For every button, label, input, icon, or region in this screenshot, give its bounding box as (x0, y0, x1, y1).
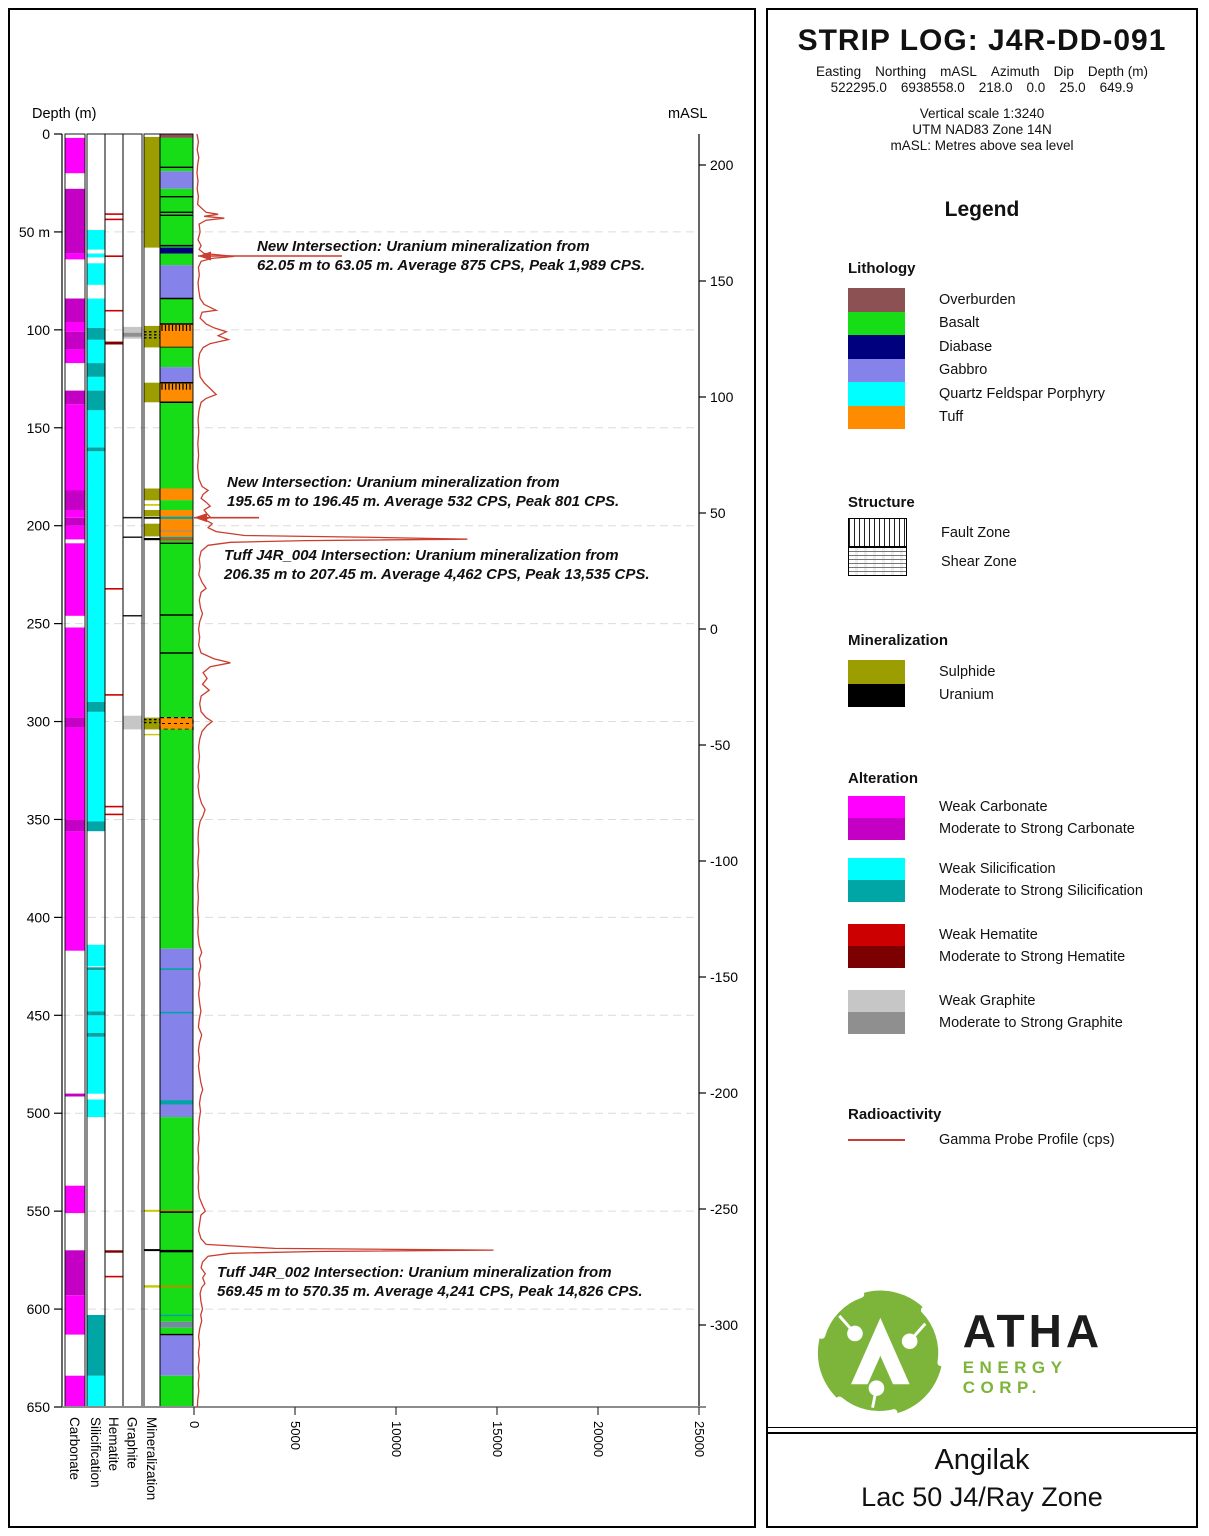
coord-value: 218.0 (978, 80, 1013, 95)
svg-text:10000: 10000 (389, 1421, 404, 1458)
annotation-line-2: 62.05 m to 63.05 m. Average 875 CPS, Peak 1,989 CPS. (257, 257, 646, 275)
masl-axis-title: mASL (668, 106, 708, 122)
structure-header: Structure (848, 494, 915, 511)
svg-text:150: 150 (26, 419, 50, 436)
radioactivity-header: Radioactivity (848, 1106, 942, 1123)
coord-header: Easting (816, 64, 862, 79)
diabase-swatch (848, 335, 905, 359)
svg-text:0: 0 (42, 126, 50, 142)
svg-text:50: 50 (710, 505, 726, 521)
intersection-annotation (217, 1263, 643, 1301)
coord-values (768, 80, 1196, 95)
legend-item-tuff: Tuff (848, 406, 963, 430)
svg-text:300: 300 (26, 713, 50, 730)
svg-text:-50: -50 (710, 737, 731, 753)
svg-text:Carbonate: Carbonate (67, 1417, 82, 1481)
annotation-line-1: New Intersection: Uranium mineralization from (227, 474, 560, 491)
coord-header: Depth (m) (1087, 64, 1148, 79)
svg-text:200: 200 (26, 517, 50, 534)
svg-text:50 m: 50 m (18, 223, 50, 240)
svg-text:200: 200 (710, 157, 734, 173)
legend-item-shear-zone: Shear Zone (848, 547, 1017, 576)
page-title: STRIP LOG: J4R-DD-091 (797, 24, 1167, 57)
svg-text:-250: -250 (710, 1201, 739, 1217)
graphite-strong-swatch (848, 1012, 905, 1034)
svg-text:100: 100 (710, 389, 734, 405)
atha-logo-icon (812, 1283, 949, 1423)
depth-axis-title: Depth (m) (32, 106, 97, 122)
svg-text:Mineralization: Mineralization (144, 1417, 159, 1501)
project-title-box (766, 1432, 1198, 1528)
svg-text:450: 450 (26, 1007, 50, 1024)
svg-text:25000: 25000 (692, 1421, 707, 1458)
atha-logo (812, 1278, 1152, 1428)
zone-name: Lac 50 J4/Ray Zone (861, 1482, 1103, 1512)
datum-note: UTM NAD83 Zone 14N (912, 122, 1052, 137)
svg-text:Hematite: Hematite (106, 1417, 121, 1472)
graphite-weak-swatch (848, 990, 905, 1012)
svg-text:-150: -150 (710, 969, 739, 985)
legend-item-uranium: Uranium (848, 684, 994, 708)
intersection-annotation (257, 237, 645, 275)
svg-text:150: 150 (710, 273, 734, 289)
coord-value: 522295.0 (830, 80, 887, 95)
alteration-carbonate-group: Weak Carbonate Moderate to Strong Carbonate (848, 796, 1135, 840)
lithology-header: Lithology (848, 260, 916, 277)
gamma-line-swatch (848, 1139, 905, 1141)
basalt-swatch (848, 312, 905, 336)
coord-header: mASL (940, 64, 977, 79)
silicification-strong-swatch (848, 880, 905, 902)
mineralization-header: Mineralization (848, 632, 949, 649)
annotation-line-1: New Intersection: Uranium mineralization from (257, 238, 590, 255)
svg-text:250: 250 (26, 615, 50, 632)
annotation-line-2: 195.65 m to 196.45 m. Average 532 CPS, Peak 801 CPS. (227, 493, 620, 511)
hematite-strong-swatch (848, 946, 905, 968)
annotation-line-2: 569.45 m to 570.35 m. Average 4,241 CPS, Peak 14,826 CPS. (217, 1283, 643, 1301)
tuff-swatch (848, 406, 905, 430)
coord-value: 0.0 (1026, 80, 1046, 95)
logo-name: ATHA (962, 1305, 1104, 1357)
carbonate-weak-swatch (848, 796, 905, 818)
svg-text:500: 500 (26, 1105, 50, 1122)
uranium-swatch (848, 684, 905, 708)
svg-text:400: 400 (26, 909, 50, 926)
svg-text:-100: -100 (710, 853, 739, 869)
legend-item-sulphide: Sulphide (848, 660, 995, 684)
overburden-swatch (848, 288, 905, 312)
svg-text:600: 600 (26, 1301, 50, 1318)
intersection-annotation (224, 546, 650, 584)
svg-text:-200: -200 (710, 1085, 739, 1101)
svg-text:0: 0 (187, 1421, 202, 1429)
title-legend-panel (766, 8, 1198, 1528)
masl-note: mASL: Metres above sea level (890, 138, 1074, 153)
carbonate-strong-swatch (848, 818, 905, 840)
legend-item-qfp: Quartz Feldspar Porphyry (848, 382, 1105, 406)
qfp-swatch (848, 382, 905, 406)
silicification-weak-swatch (848, 858, 905, 880)
svg-text:350: 350 (26, 811, 50, 828)
annotation-line-1: Tuff J4R_004 Intersection: Uranium mineralization from (224, 547, 619, 564)
coord-value: 649.9 (1099, 80, 1134, 95)
svg-text:650: 650 (26, 1399, 50, 1415)
project-name: Angilak (934, 1444, 1030, 1476)
hematite-weak-swatch (848, 924, 905, 946)
coord-value: 6938558.0 (900, 80, 965, 95)
legend-item-diabase: Diabase (848, 335, 992, 359)
annotation-line-2: 206.35 m to 207.45 m. Average 4,462 CPS, Peak 13,535 CPS. (224, 566, 650, 584)
annotation-line-1: Tuff J4R_002 Intersection: Uranium mineralization from (217, 1264, 612, 1281)
strip-log-panel (8, 8, 756, 1528)
intersection-annotation (227, 473, 619, 511)
gabbro-swatch (848, 359, 905, 383)
shear-zone-swatch (848, 547, 907, 576)
scale-note: Vertical scale 1:3240 (919, 106, 1045, 121)
legend-item-gamma-profile: Gamma Probe Profile (cps) (848, 1128, 1115, 1152)
svg-text:550: 550 (26, 1203, 50, 1220)
svg-text:-300: -300 (710, 1317, 739, 1333)
legend-item-basalt: Basalt (848, 312, 979, 336)
svg-text:100: 100 (26, 321, 50, 338)
coord-header: Azimuth (990, 64, 1040, 79)
svg-text:Silicification: Silicification (88, 1417, 103, 1488)
coord-value: 25.0 (1059, 80, 1086, 95)
alteration-header: Alteration (848, 770, 919, 787)
legend-item-gabbro: Gabbro (848, 359, 987, 383)
sulphide-swatch (848, 660, 905, 684)
svg-text:5000: 5000 (288, 1421, 303, 1450)
svg-text:15000: 15000 (490, 1421, 505, 1458)
legend-title: Legend (944, 198, 1020, 221)
svg-text:Graphite: Graphite (124, 1417, 140, 1469)
coord-header: Northing (875, 64, 927, 79)
svg-text:0: 0 (710, 621, 718, 637)
coord-header: Dip (1053, 64, 1074, 79)
logo-subtitle: ENERGY CORP. (962, 1358, 1068, 1397)
alteration-hematite-group: Weak Hematite Moderate to Strong Hematite (848, 924, 1125, 968)
fault-zone-swatch (848, 518, 907, 547)
legend-item-fault-zone: Fault Zone (848, 518, 1010, 547)
alteration-graphite-group: Weak Graphite Moderate to Strong Graphite (848, 990, 1123, 1034)
coord-headers (768, 64, 1196, 79)
alteration-silicification-group: Weak Silicification Moderate to Strong Silicification (848, 858, 1143, 902)
svg-text:20000: 20000 (591, 1421, 606, 1458)
legend-item-overburden: Overburden (848, 288, 1016, 312)
